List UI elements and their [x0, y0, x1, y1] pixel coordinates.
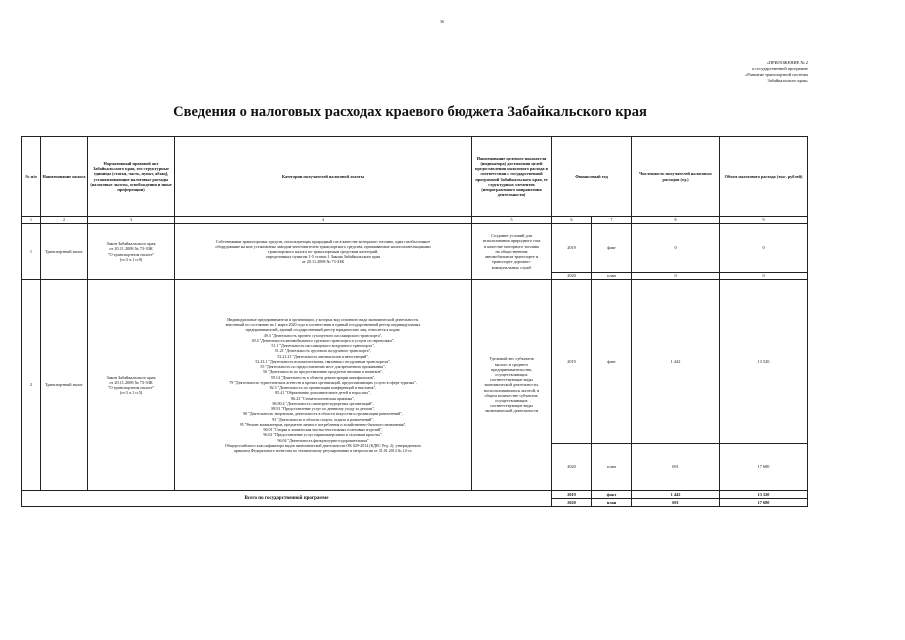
- total-count-cell: 1 442: [632, 491, 720, 499]
- category-line: Индивидуальные предприниматели и организации, у которых вид основного вида экономической деятельности,: [227, 316, 419, 322]
- row-category: [175, 280, 472, 491]
- law-line: (ст.3 ч.1 п.9): [119, 256, 143, 262]
- indicator-line: в качестве моторного топлива: [484, 243, 539, 249]
- count-cell: 0: [632, 273, 720, 280]
- appendix-line: «ПРИЛОЖЕНИЕ № 2: [766, 60, 808, 65]
- volume-cell: 17 680: [720, 444, 808, 491]
- volume-cell: 0: [720, 273, 808, 280]
- column-number: 1: [22, 217, 41, 224]
- row-law: [88, 224, 175, 280]
- category-line: транспортного налога по транспортным средствам категорий,: [267, 249, 379, 254]
- total-count-cell: 691: [632, 499, 720, 507]
- indicator-line: соответствующие виды: [490, 403, 533, 409]
- appendix-note: [688, 60, 808, 84]
- row-indicator: [472, 280, 552, 491]
- indicator-line: экономической деятельности: [484, 408, 539, 414]
- category-line: предпринимателей, единый государственный реестр юридических лиц, относится к кодам:: [245, 327, 401, 333]
- volume-cell: 13 520: [720, 280, 808, 444]
- row-category: [175, 224, 472, 280]
- table-row: [22, 280, 808, 444]
- row-indicator: [472, 224, 552, 280]
- column-number: 9: [720, 217, 808, 224]
- law-line: "О транспортном налоге": [107, 385, 155, 390]
- category-line: внесенный по состоянию на 1 марта 2020 года в соответствии в единый государственный реестр индивидуальных: [225, 322, 421, 327]
- appendix-line: «Развитие транспортной системы: [745, 72, 808, 77]
- count-cell: 691: [632, 444, 720, 491]
- category-line: 86.90.4 "Деятельность санаторно-курортных организаций",: [272, 400, 374, 406]
- header-fiscal-year: Финансовый год: [552, 137, 632, 217]
- category-line: 88.91 "Предоставление услуг по дневному уходу за детьми",: [271, 406, 375, 411]
- law-line: Закон Забайкальского края: [106, 241, 156, 247]
- indicator-line: осуществляющих: [495, 398, 528, 403]
- year-type-cell: план: [592, 273, 632, 280]
- count-cell: 1 442: [632, 280, 720, 444]
- total-label: Всего по государственной программе: [22, 491, 552, 507]
- total-year-cell: 2020: [552, 499, 592, 507]
- law-line: от 20.11.2008 № 73-ЗЗК: [109, 246, 153, 252]
- category-line: 90 "Деятельность творческая, деятельность в области искусства и организации развлечений",: [243, 411, 403, 417]
- indicator-line: транспорте дорожно-: [492, 259, 531, 265]
- table-row: [22, 224, 808, 273]
- total-volume-cell: 17 680: [720, 499, 808, 507]
- column-number: 2: [41, 217, 88, 224]
- law-line: (ст.3 ч.1 п.5): [119, 390, 143, 396]
- count-cell: 0: [632, 224, 720, 273]
- header-count: Численность получателей налоговых расходов (ед.): [632, 137, 720, 217]
- category-line: 96.01 "Стирка и химическая чистка текстильных и меховых изделий",: [263, 427, 383, 432]
- indicator-line: коммунальных служб: [491, 264, 532, 270]
- law-line: от 20.11.2008 № 73-ЗЗК: [109, 379, 153, 385]
- law-line: Закон Забайкальского края: [106, 374, 156, 380]
- header-tax-name: Наименование налога: [41, 137, 88, 217]
- header-num: № п/п: [22, 137, 41, 217]
- category-line: 82.3 "Деятельность по организации конференций и выставок",: [269, 385, 377, 390]
- indicator-line: на общественном: [495, 248, 528, 254]
- column-number: 4: [175, 217, 472, 224]
- category-line: 85.41 "Образование дополнительное детей и взрослых",: [275, 390, 371, 396]
- category-line: 93 "Деятельность в области спорта, отдыха и развлечений",: [272, 416, 374, 422]
- column-number: 3: [88, 217, 175, 224]
- row-tax: Транспортный налог: [41, 224, 88, 280]
- indicator-line: осуществляющих: [495, 371, 528, 377]
- indicator-line: использования природного газа: [482, 238, 541, 244]
- category-line: 55 "Деятельность по предоставлению мест для временного проживания",: [260, 364, 386, 369]
- category-line: 56 "Деятельность по предоставлению продуктов питания и напитков",: [262, 369, 384, 375]
- indicator-line: соответствующие виды: [490, 377, 533, 383]
- tax-expenditures-table: [21, 136, 808, 507]
- category-line: 95 "Ремонт компьютеров, предметов личного потребления и хозяйственно-бытового назначения",: [239, 421, 407, 427]
- header-indicator: Наименование целевого показателя (индикатора) достижения целей предоставления налогового расхода в соответствии с государственной программой Забайкальского края, ее структурных элементов (непрограммного направления деятельности): [472, 137, 552, 217]
- category-line: 86.23 "Стоматологическая практика",: [291, 395, 355, 401]
- total-volume-cell: 13 520: [720, 491, 808, 499]
- row-num: 2: [22, 280, 41, 491]
- document-title: Сведения о налоговых расходах краевого бюджета Забайкальского края: [173, 104, 647, 120]
- law-line: "О транспортном налоге": [107, 251, 155, 257]
- category-line: Собственники транспортных средств, использующих природный газ в качестве моторного топлива, одна газобаллонное: [215, 239, 431, 244]
- indicator-line: экономической деятельности,: [484, 382, 539, 388]
- category-line: 96.04 "Деятельность физкультурно-оздоровительная": [277, 437, 369, 443]
- header-volume: Объем налогового расхода (тыс. рублей): [720, 137, 808, 217]
- category-line: 52.21.21 "Деятельность автовокзалов и автостанций",: [277, 353, 369, 359]
- indicator-line: воспользовавшихся льготой, в: [483, 387, 540, 393]
- year-cell: 2019: [552, 224, 592, 273]
- indicator-line: малого и среднего: [494, 361, 529, 367]
- volume-cell: 0: [720, 224, 808, 273]
- appendix-line: к государственной программе: [752, 66, 808, 71]
- category-line: Общероссийского классификатора видов экономической деятельности ОК 029-2014 (КДЕС Ред. 2), утвержденного: [224, 442, 422, 448]
- row-tax: Транспортный налог: [41, 280, 88, 491]
- page-number: 36: [440, 19, 444, 24]
- category-line: 51.21 "Деятельность грузового воздушного транспорта",: [274, 348, 372, 354]
- category-line: оборудование на них установлено заводом-изготовителем транспортного средства, признаваемые налогоплательщиками: [215, 244, 431, 249]
- year-type-cell: факт: [592, 280, 632, 444]
- category-line: 79 "Деятельность туристических агентств и прочих организаций, предоставляющих услуги в сфере туризма",: [229, 379, 417, 385]
- category-line: 51.1 "Деятельность пассажирского воздушного транспорта",: [271, 343, 375, 348]
- total-year-cell: 2019: [552, 491, 592, 499]
- column-number-row: [22, 217, 808, 224]
- indicator-line: автомобильном транспорте и: [484, 254, 539, 260]
- appendix-line: Забайкальского края»: [767, 78, 808, 83]
- row-num: 1: [22, 224, 41, 280]
- category-line: 49.3 "Деятельность прочего сухопутного пассажирского транспорта",: [263, 332, 383, 338]
- header-legal-act: Нормативный правовой акт Забайкальского края, его структурные единицы (статья, часть, пункт, абзац), устанавливающие налоговые расходы (налоговые льготы, освобождения и иные преференции): [88, 137, 175, 217]
- year-cell: 2020: [552, 444, 592, 491]
- category-line: 96.02 "Предоставление услуг парикмахерскими и салонами красоты",: [263, 432, 383, 438]
- header-category: Категории получателей налоговой льготы: [175, 137, 472, 217]
- row-law: [88, 280, 175, 491]
- category-line: 49.4 "Деятельность автомобильного грузового транспорта и услуги по перевозкам",: [251, 337, 395, 343]
- indicator-line: Удельный вес субъектов: [489, 356, 534, 362]
- category-line: определенных пунктом 1-5 статьи 1 Закона Забайкальского края: [265, 254, 381, 259]
- total-type-cell: план: [592, 499, 632, 507]
- column-number: 8: [632, 217, 720, 224]
- year-cell: 2019: [552, 280, 592, 444]
- total-type-cell: факт: [592, 491, 632, 499]
- category-line: от 20.11.2008 № 73-ЗЗК: [301, 259, 345, 264]
- column-number: 5: [472, 217, 552, 224]
- indicator-line: Создание условий для: [491, 233, 532, 239]
- indicator-line: предпринимательства,: [491, 366, 532, 372]
- year-type-cell: факт: [592, 224, 632, 273]
- year-type-cell: план: [592, 444, 632, 491]
- year-cell: 2020: [552, 273, 592, 280]
- column-number: 6: [552, 217, 592, 224]
- category-line: приказом Федерального агентства по техническому регулированию и метрологии от 31.01.2014 № 14-ст.: [233, 448, 413, 453]
- header-row: [22, 137, 808, 217]
- category-line: 59.14 "Деятельность в области демонстрации кинофильмов",: [270, 374, 376, 380]
- indicator-line: общем количестве субъектов,: [484, 392, 539, 398]
- total-row: [22, 491, 808, 499]
- category-line: 52.23.1 "Деятельность вспомогательная, связанная с воздушным транспортом",: [255, 358, 391, 364]
- column-number: 7: [592, 217, 632, 224]
